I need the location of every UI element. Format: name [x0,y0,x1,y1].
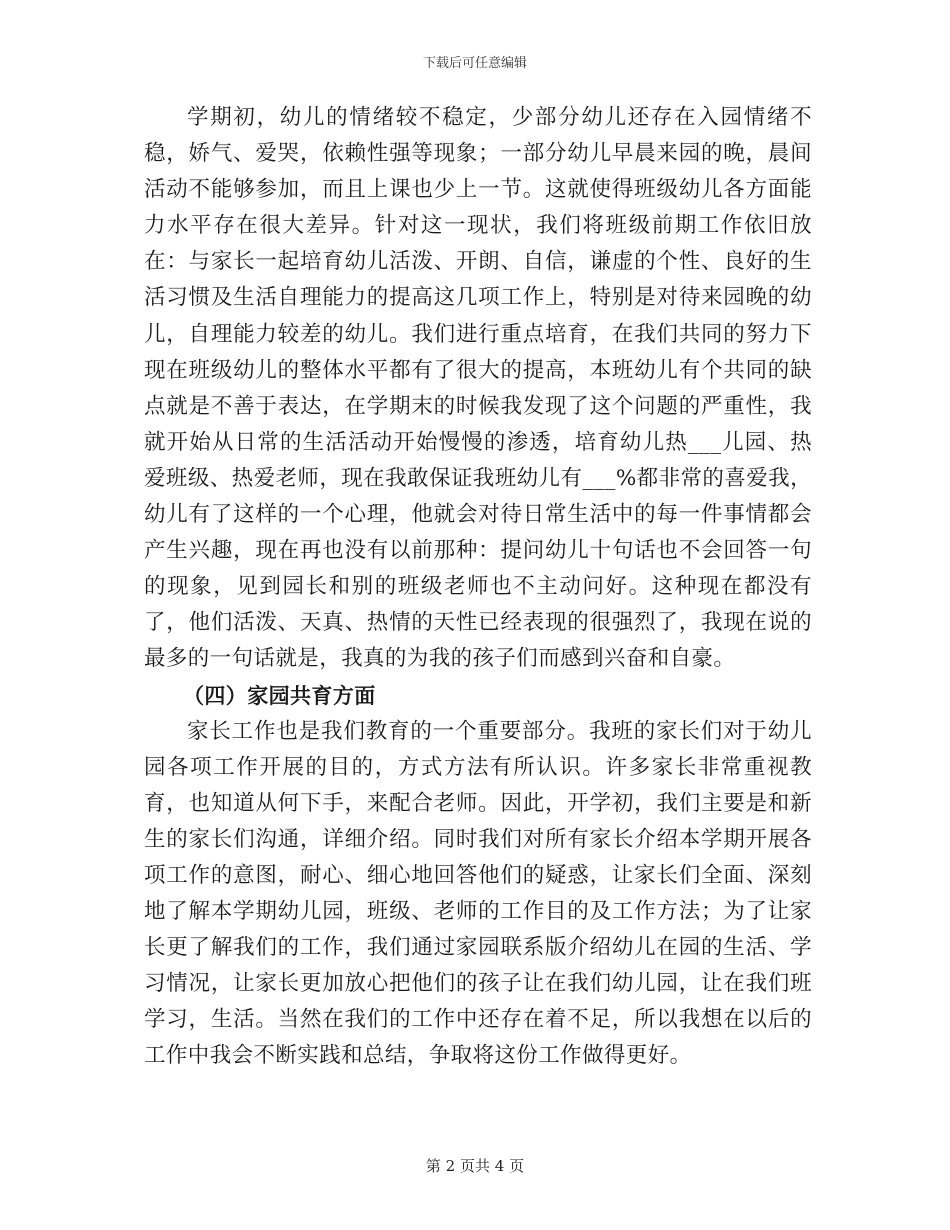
document-body [144,100,812,1075]
section-heading: （四）家园共育方面 [183,683,376,708]
page-header-note: 下载后可任意编辑 [422,56,527,71]
body-paragraph: 家长工作也是我们教育的一个重要部分。我班的家长们对于幼儿园各项工作开展的目的，方式方法有所认识。许多家长非常重视教育，也知道从何下手，来配合老师。因此，开学初，我们主要是和新生的家长们沟通，详细介绍。同时我们对所有家长介绍本学期开展各项工作的意图，耐心、细心地回答他们的疑惑，让家长们全面、深刻地了解本学期幼儿园，班级、老师的工作目的及工作方法；为了让家长更了解我们的工作，我们通过家园联系版介绍幼儿在园的生活、学习情况，让家长更加放心把他们的孩子让在我们幼儿园，让在我们班学习，生活。当然在我们的工作中还存在着不足，所以我想在以后的工作中我会不断实践和总结，争取将这份工作做得更好。 [144,718,812,1069]
page-number: 第 2 页共 4 页 [425,1157,525,1175]
body-paragraph: 学期初，幼儿的情绪较不稳定，少部分幼儿还存在入园情绪不稳，娇气、爱哭，依赖性强等现象；一部分幼儿早晨来园的晚，晨间活动不能够参加，而且上课也少上一节。这就使得班级幼儿各方面能力水平存在很大差异。针对这一现状，我们将班级前期工作依旧放在：与家长一起培育幼儿活泼、开朗、自信，谦虚的个性、良好的生活习惯及生活自理能力的提高这几项工作上，特别是对待来园晚的幼儿，自理能力较差的幼儿。我们进行重点培育，在我们共同的努力下现在班级幼儿的整体水平都有了很大的提高，本班幼儿有个共同的缺点就是不善于表达，在学期末的时候我发现了这个问题的严重性，我就开始从日常的生活活动开始慢慢的渗透，培育幼儿热___儿园、热爱班级、热爱老师，现在我敢保证我班幼儿有___%都非常的喜爱我，幼儿有了这样的一个心理，他就会对待日常生活中的每一件事情都会产生兴趣，现在再也没有以前那种：提问幼儿十句话也不会回答一句的现象，见到园长和别的班级老师也不主动问好。这种现在都没有了，他们活泼、天真、热情的天性已经表现的很强烈了，我现在说的最多的一句话就是，我真的为我的孩子们而感到兴奋和自豪。 [144,105,812,672]
